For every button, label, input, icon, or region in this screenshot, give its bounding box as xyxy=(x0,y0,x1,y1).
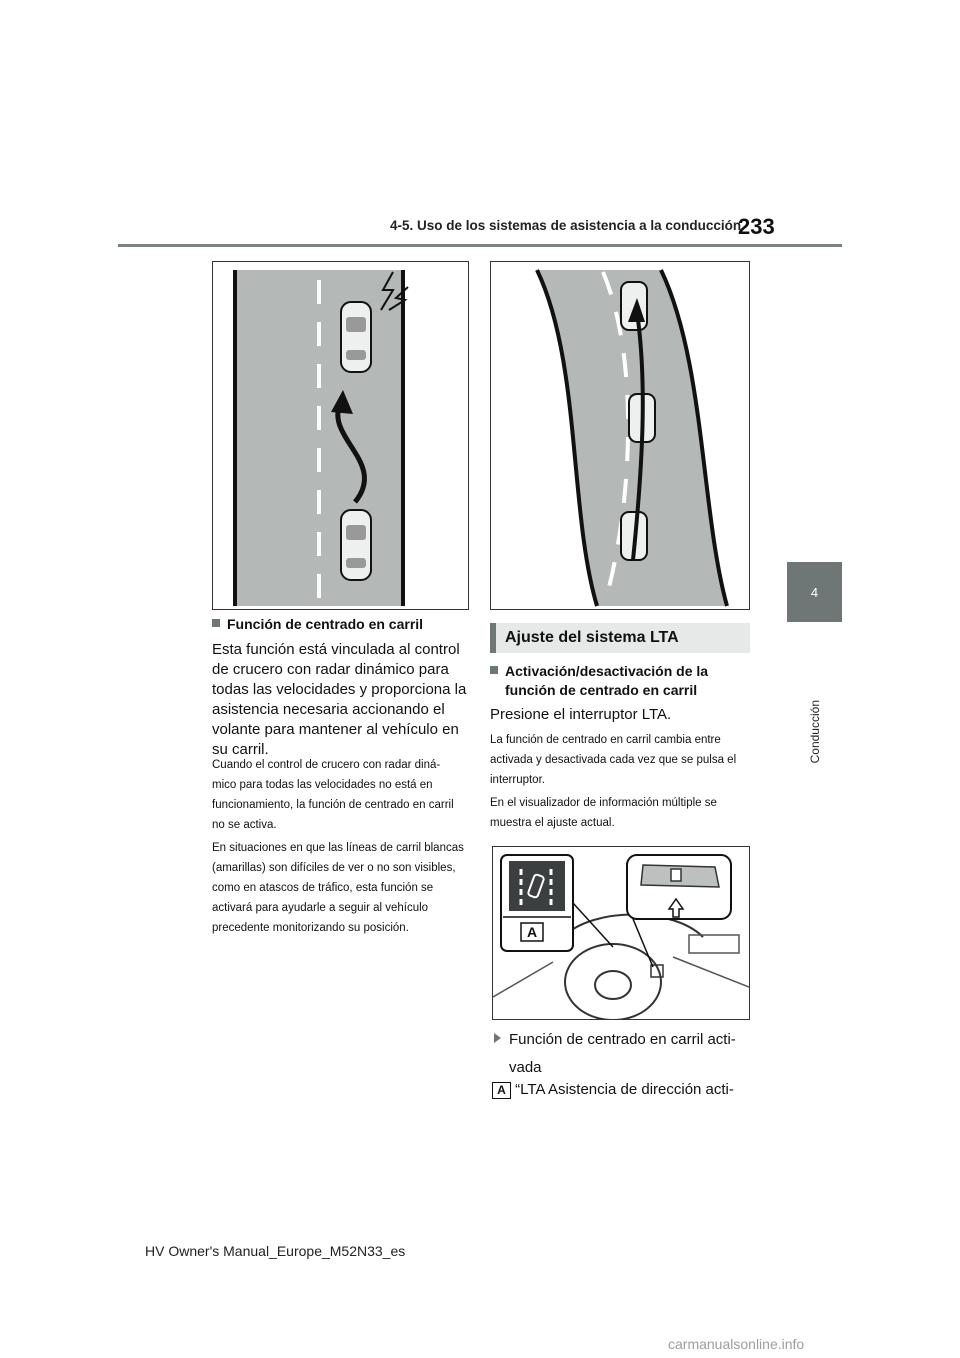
figure-label-a: A xyxy=(526,924,538,940)
lane-centering-subheading: Función de centrado en carril xyxy=(212,615,472,634)
page-number: 233 xyxy=(738,214,775,239)
figure-curved-lane xyxy=(490,261,750,610)
display-message: A “LTA Asistencia de dirección acti- xyxy=(492,1080,757,1100)
label-a-box: A xyxy=(492,1082,511,1099)
figure-straight-lane xyxy=(212,261,469,610)
lane-centering-body: Esta función está vinculada al control de crucero con radar dinámico para todas las velocidades y proporciona la asistencia necesaria accionando el volante para mantener al vehículo en su carril. xyxy=(212,641,467,758)
lane-centering-note-1: Cuando el control de crucero con radar diná- mico para todas las velocidades no está en funcionamiento, la función de centrado en carril no se activa. xyxy=(212,759,454,831)
chapter-label: Conducción xyxy=(808,700,822,764)
chapter-tab[interactable] xyxy=(787,562,842,622)
straight-lane-illustration xyxy=(213,262,468,609)
toggle-subheading: Activación/desactivación de la función de centrado en carril xyxy=(490,662,755,700)
lane-centering-note-2: En situaciones en que las líneas de carril blancas (amarillas) son difíciles de ver o no son visibles, como en atascos de tráfico, esta función se activará para ayudarle a seguir al vehículo precedente monitorizando su posición. xyxy=(212,842,464,934)
header-rule xyxy=(118,244,842,247)
square-bullet-icon xyxy=(490,666,498,674)
curved-lane-illustration xyxy=(491,262,749,609)
lane-centering-on-bullet: Función de centrado en carril acti- vada xyxy=(494,1026,754,1082)
press-lta-switch: Presione el interruptor LTA. xyxy=(490,706,672,723)
section-title: 4-5. Uso de los sistemas de asistencia a la conducción xyxy=(390,218,742,233)
chapter-number: 4 xyxy=(810,584,819,600)
toggle-note-1: La función de centrado en carril cambia entre activada y desactivada cada vez que se pulsa el interruptor. xyxy=(490,734,737,786)
manual-footer: HV Owner's Manual_Europe_M52N33_es xyxy=(145,1243,406,1259)
square-bullet-icon xyxy=(212,619,220,627)
watermark: carmanualsonline.info xyxy=(668,1336,805,1352)
toggle-note-2: En el visualizador de información múltiple se muestra el ajuste actual. xyxy=(490,797,717,829)
lta-settings-heading: Ajuste del sistema LTA xyxy=(490,623,750,653)
figure-dashboard xyxy=(492,846,750,1020)
triangle-bullet-icon xyxy=(494,1033,501,1043)
dashboard-illustration xyxy=(493,847,749,1019)
